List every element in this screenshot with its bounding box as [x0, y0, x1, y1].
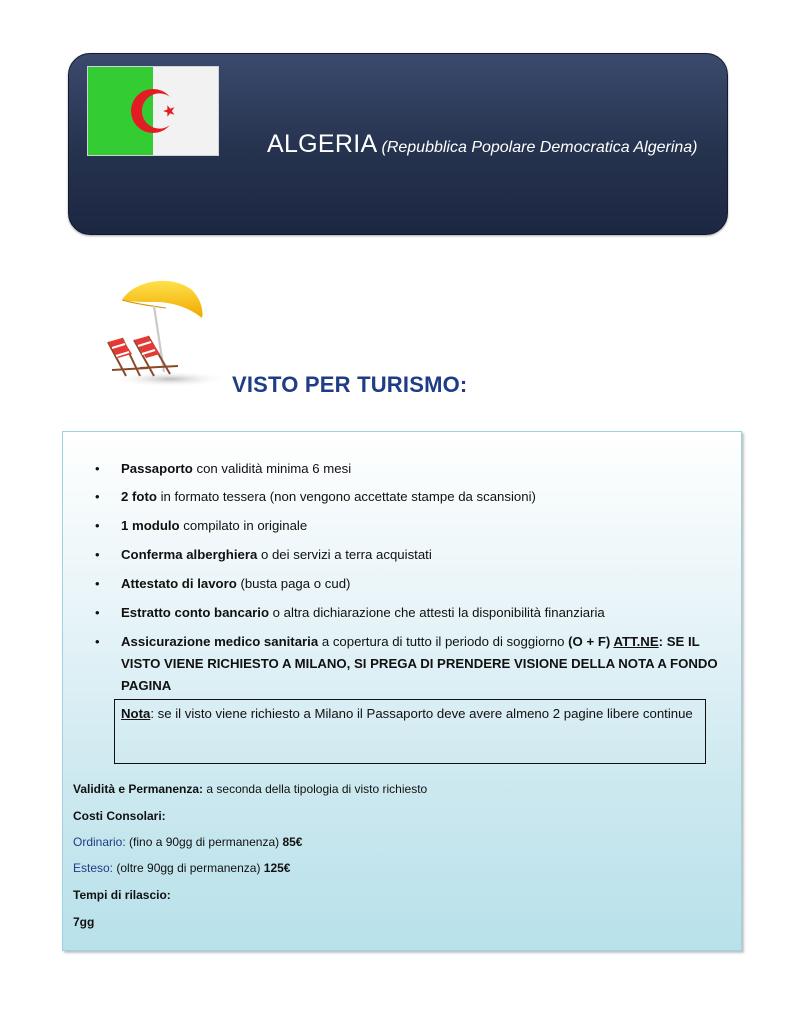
- costs-heading: [73, 807, 166, 825]
- note-body: : se il visto viene richiesto a Milano il Passaporto deve avere almeno 2 pagine libere continue: [150, 706, 693, 721]
- item-label: 1 modulo: [121, 518, 180, 533]
- note-label: Nota: [121, 706, 151, 721]
- item-label: Estratto conto bancario: [121, 605, 270, 620]
- validity-line: [73, 780, 427, 798]
- note-box: [114, 699, 706, 764]
- validity-label: Validità e Permanenza:: [73, 782, 204, 796]
- cost-extended: [73, 859, 290, 877]
- ordinary-price: 85€: [282, 835, 303, 849]
- item-text: (busta paga o cud): [236, 576, 351, 591]
- bullet-icon: •: [95, 547, 100, 562]
- extended-desc: (oltre 90gg di permanenza): [113, 861, 264, 875]
- requirements-panel: [62, 431, 742, 951]
- item-label: Attestato di lavoro: [121, 576, 237, 591]
- ordinary-desc: (fino a 90gg di permanenza): [125, 835, 283, 849]
- bullet-icon: •: [95, 576, 100, 591]
- attention-label: ATT.NE: [613, 634, 659, 649]
- item-label: Assicurazione medico sanitaria: [121, 634, 319, 649]
- country-name: ALGERIA: [267, 130, 378, 158]
- note-text: [121, 703, 699, 725]
- item-text: compilato in originale: [179, 518, 308, 533]
- item-text: o altra dichiarazione che attesti la disponibilità finanziaria: [269, 605, 605, 620]
- country-full-name: (Repubblica Popolare Democratica Algerina): [381, 139, 698, 156]
- bullet-icon: •: [95, 461, 100, 476]
- item-text: a copertura di tutto il periodo di soggiorno: [318, 634, 569, 649]
- item-bold-note: (O + F): [568, 634, 614, 649]
- item-text: in formato tessera (non vengono accettate stampe da scansioni): [156, 489, 536, 504]
- bullet-icon: •: [95, 518, 100, 533]
- bullet-icon: •: [95, 489, 100, 504]
- page-title: [267, 130, 698, 159]
- algeria-flag-icon: [87, 66, 219, 156]
- item-text: o dei servizi a terra acquistati: [257, 547, 432, 562]
- bullet-icon: •: [95, 605, 100, 620]
- section-title: VISTO PER TURISMO:: [232, 372, 468, 397]
- release-heading-text: Tempi di rilascio:: [73, 888, 171, 902]
- attention-text: : SE IL VISTO VIENE RICHIESTO A MILANO, SI PREGA DI PRENDERE VISIONE DELLA NOTA A FONDO PAGINA: [121, 634, 718, 693]
- validity-value: a seconda della tipologia di visto richiesto: [203, 782, 428, 796]
- release-heading: [73, 886, 171, 904]
- extended-price: 125€: [263, 861, 291, 875]
- beach-umbrella-icon: [92, 272, 228, 396]
- item-label: 2 foto: [121, 489, 157, 504]
- item-text: con validità minima 6 mesi: [192, 461, 352, 476]
- item-label: Conferma alberghiera: [121, 547, 258, 562]
- bullet-icon: •: [95, 634, 100, 649]
- item-label: Passaporto: [121, 461, 193, 476]
- cost-ordinary: [73, 833, 302, 851]
- extended-label: Esteso:: [73, 861, 114, 875]
- release-value: [73, 913, 94, 931]
- ordinary-label: Ordinario:: [73, 835, 126, 849]
- costs-heading-text: Costi Consolari:: [73, 809, 166, 823]
- release-value-text: 7gg: [73, 915, 95, 929]
